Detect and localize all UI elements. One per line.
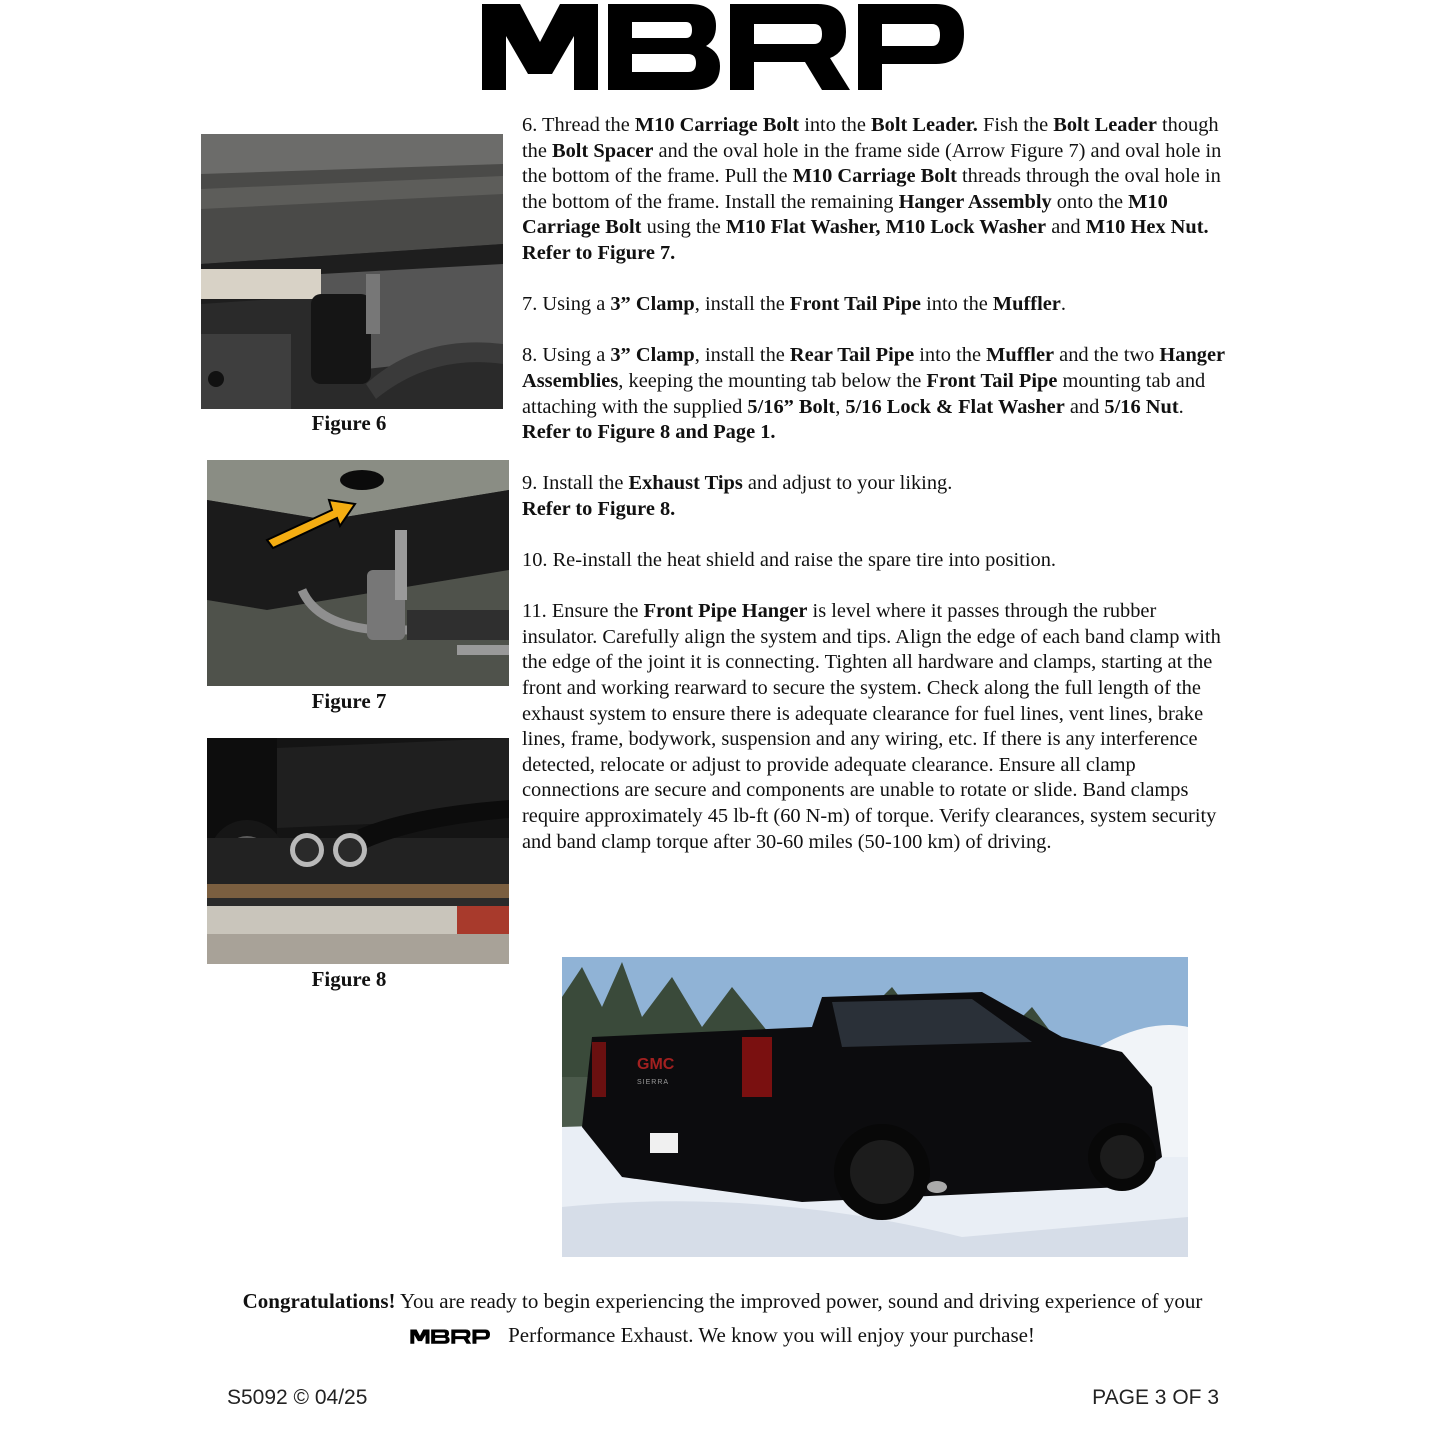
text: .: [1178, 395, 1184, 418]
bold-text: 5/16” Bolt: [747, 395, 836, 418]
bold-text: Front Tail Pipe: [789, 293, 921, 316]
step-9: [522, 471, 1234, 522]
closing-line-1: You are ready to begin experiencing the improved power, sound and driving experience of your: [395, 1289, 1203, 1313]
bold-text: Hanger Assemblies: [522, 344, 1225, 392]
text: 11. Ensure the: [522, 600, 644, 623]
page-number: PAGE 3 OF 3: [1092, 1386, 1219, 1409]
text: .: [1060, 293, 1066, 316]
bold-text: 5/16 Nut: [1104, 395, 1179, 418]
closing-line-2: Performance Exhaust. We know you will enjoy your purchase!: [508, 1323, 1035, 1347]
tailgate-badge: GMC: [637, 1056, 675, 1073]
text: though the: [522, 114, 1219, 162]
step-11: [522, 599, 1234, 855]
bold-text: Muffler: [986, 344, 1055, 367]
figure-8-photo: [207, 738, 509, 964]
text: into the: [914, 344, 987, 367]
bold-text: Bolt Spacer: [552, 139, 654, 162]
text: mounting tab and attaching with the supplied: [522, 369, 1206, 418]
bold-text: M10 Hex Nut.: [1085, 216, 1209, 239]
bold-text: 5/16 Lock & Flat Washer: [845, 395, 1065, 418]
text: and the two: [1054, 344, 1160, 367]
figure-6-caption: Figure 6: [311, 411, 387, 435]
bold-text: M10 Carriage Bolt: [634, 114, 800, 136]
closing-message: [200, 1284, 1245, 1354]
bold-text: 3” Clamp: [610, 293, 695, 316]
figure-7-photo: [207, 460, 509, 686]
text: 8. Using a: [522, 344, 611, 367]
text: , install the: [694, 344, 790, 367]
bold-text: Hanger Assembly: [898, 190, 1052, 213]
step-8: [522, 343, 1234, 445]
mbrp-logo-text: MBRP: [480, 2, 483, 3]
bold-text: M10 Carriage Bolt: [792, 165, 957, 188]
bold-text: Front Pipe Hanger: [643, 600, 808, 623]
text: and: [1064, 395, 1105, 418]
congratulations-text: Congratulations!: [242, 1289, 396, 1313]
bold-text: M10 Flat Washer, M10 Lock Washer: [725, 216, 1047, 239]
step-8-reference: Refer to Figure 8 and Page 1.: [522, 421, 776, 444]
figure-8-caption: Figure 8: [311, 967, 387, 991]
document-id: S5092 © 04/25: [227, 1386, 368, 1409]
text: 6. Thread the: [522, 114, 635, 136]
step-6: [522, 113, 1234, 267]
text: 7. Using a: [522, 293, 611, 316]
text: is level where it passes through the rubber insulator. Carefully align the system and tips. Align the edge of each band clamp with the edge of the joint it is connecting. Tighten all hardware and clamps, starting at the front and working rearward to secure the system. Check along the full length of the exhaust system to ensure there is adequate clearance for fuel lines, vent lines, brake lines, frame, bodywork, suspension and any wiring, etc. If there is any interference detected, relocate or adjust to provide adequate clearance. Ensure all clamp connections are secure and components are unable to rotate or slide. Band clamps require approximately 45 lb-ft (60 N-m) of torque. Verify clearances, system security and band clamp torque after 30-60 miles (50-100 km) of driving.: [522, 600, 1221, 853]
bold-text: Exhaust Tips: [628, 472, 743, 495]
bold-text: M10 Carriage Bolt: [522, 190, 1168, 239]
model-badge: SIERRA: [637, 1079, 670, 1086]
truck-photo: [562, 957, 1188, 1257]
mbrp-small-logo: [410, 1320, 490, 1354]
text: , install the: [694, 293, 790, 316]
bold-text: Front Tail Pipe: [926, 369, 1058, 392]
figure-6-photo: [201, 134, 503, 409]
bold-text: Bolt Leader: [1053, 114, 1157, 136]
text: Fish the: [977, 114, 1054, 136]
text: threads through the oval hole in the bottom of the frame. Install the remaining: [522, 165, 1221, 213]
mbrp-logo: [480, 2, 964, 90]
bold-text: Bolt Leader.: [871, 114, 978, 136]
text: into the: [920, 293, 993, 316]
instruction-steps: [522, 113, 1234, 881]
step-7: [522, 292, 1234, 318]
text: and the oval hole in the frame side (Arrow Figure 7) and oval hole in the bottom of the frame. Pull the: [522, 139, 1222, 188]
bold-text: Rear Tail Pipe: [789, 344, 915, 367]
text: into the: [799, 114, 872, 136]
step-10: 10. Re-install the heat shield and raise the spare tire into position.: [522, 549, 1056, 572]
step-9-reference: Refer to Figure 8.: [522, 497, 676, 520]
figure-7-caption: Figure 7: [311, 689, 387, 713]
text: onto the: [1051, 190, 1129, 213]
bold-text: 3” Clamp: [610, 344, 695, 367]
text: ,: [835, 395, 846, 418]
text: 9. Install the: [522, 472, 629, 495]
text: and adjust to your liking.: [742, 472, 953, 495]
text: , keeping the mounting tab below the: [618, 369, 927, 392]
text: and: [1046, 216, 1086, 239]
step-6-reference: Refer to Figure 7.: [522, 241, 676, 264]
bold-text: Muffler: [992, 293, 1061, 316]
text: using the: [641, 216, 726, 239]
